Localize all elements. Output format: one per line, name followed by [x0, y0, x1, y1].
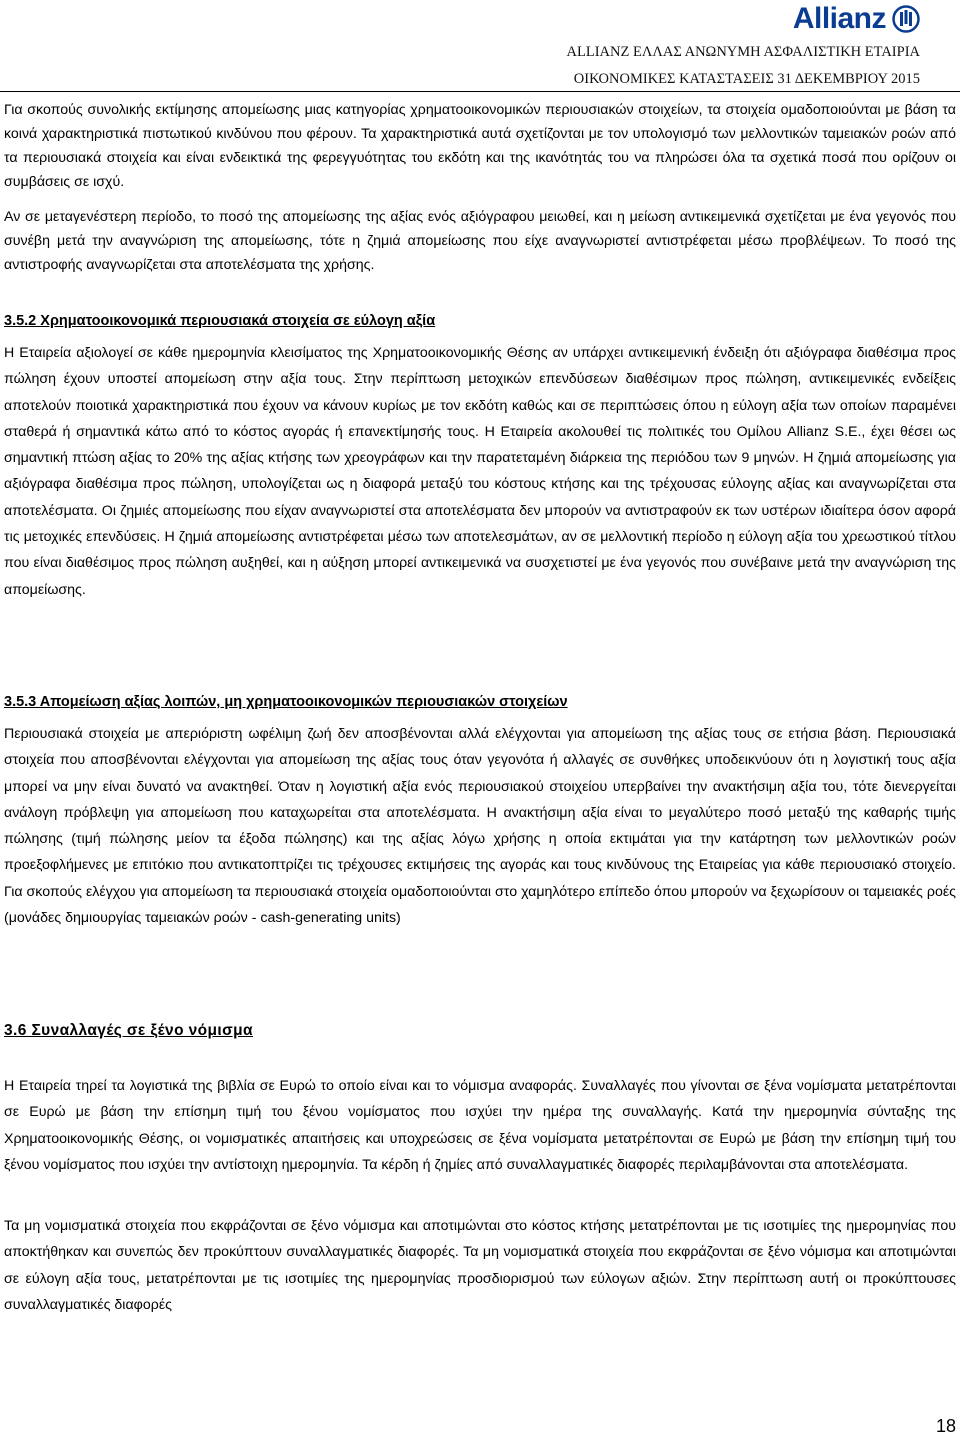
section-heading-3-5-2: 3.5.2 Χρηματοοικονομικά περιουσιακά στοιχεία σε εύλογη αξία: [4, 313, 436, 329]
logo-text: Allianz: [792, 2, 886, 35]
allianz-eagle-logo-icon: [892, 5, 920, 33]
section-heading-3-6: 3.6 Συναλλαγές σε ξένο νόμισμα: [4, 1022, 253, 1039]
header-divider: [0, 91, 960, 92]
paragraph-impairment-reversal: Αν σε μεταγενέστερη περίοδο, το ποσό της απομείωσης της αξίας ενός αξιόγραφου μειωθεί, και η μείωση αντικειμενικά σχετίζεται με ένα γεγονός που συνέβη μετά την αναγνώριση της απομείωσης, τότε η ζημιά απομείωσης που είχε αναγνωριστεί αντιστρέφεται μέσω προβλέψεων. Το ποσό της αντιστροφής αναγνωρίζεται στα αποτελέσματα της χρήσης.: [4, 209, 956, 273]
header-logo: [793, 2, 920, 36]
paragraph-impairment-grouping: Για σκοπούς συνολικής εκτίμησης απομείωσης μιας κατηγορίας χρηματοοικονομικών περιουσιακών στοιχείων, τα στοιχεία ομαδοποιούνται με βάση τα κοινά χαρακτηριστικά πιστωτικού κινδύνου που φέρουν. Τα χαρακτηριστικά αυτά σχετίζονται με τον υπολογισμό των μελλοντικών ταμειακών ροών από τα περιουσιακά στοιχεία και είναι ενδεικτικά της φερεγγυότητας του εκδότη και της ικανότητάς του να πληρώσει όλα τα σχετικά ποσά που ορίζουν οι συμβάσεις σε ισχύ.: [4, 102, 956, 190]
page-number: 18: [935, 1416, 956, 1436]
company-name: ALLIANZ ΕΛΛΑΣ ΑΝΩΝΥΜΗ ΑΣΦΑΛΙΣΤΙΚΗ ΕΤΑΙΡΙΑ: [566, 44, 920, 60]
report-title: ΟΙΚΟΝΟΜΙΚΕΣ ΚΑΤΑΣΤΑΣΕΙΣ 31 ΔΕΚΕΜΒΡΙΟΥ 2015: [573, 71, 920, 87]
paragraph-non-monetary-items: Τα μη νομισματικά στοιχεία που εκφράζονται σε ξένο νόμισμα και αποτιμώνται στο κόστος κτήσης μετατρέπονται με τις ισοτιμίες της ημερομηνίας που αποκτήθηκαν και συνεπώς δεν προκύπτουν συναλλαγματικές διαφορές. Τα μη νομισματικά στοιχεία που εκφράζονται σε ξένο νόμισμα και αποτιμώνται σε εύλογη αξία τους, μετατρέπονται με τις ισοτιμίες της ημερομηνίας προσδιορισμού των εύλογων αξιών. Στην περίπτωση αυτή οι προκύπτουσες συναλλαγματικές διαφορές: [4, 1218, 956, 1313]
paragraph-foreign-currency: Η Εταιρεία τηρεί τα λογιστικά της βιβλία σε Ευρώ το οποίο είναι και το νόμισμα αναφοράς. Συναλλαγές που γίνονται σε ξένα νομίσματα μετατρέπονται σε Ευρώ με βάση την επίσημη τιμή του ξένου νομίσματος που ισχύει την ημέρα της συναλλαγής. Κατά την ημερομηνία σύνταξης της Χρηματοοικονομικής Θέσης, οι νομισματικές απαιτήσεις και υποχρεώσεις σε ξένα νομίσματα μετατρέπονται σε Ευρώ με βάση την επίσημη τιμή του ξένου νομίσματος που ισχύει την αντίστοιχη ημερομηνία. Τα κέρδη ή ζημίες από συναλλαγματικές διαφορές περιλαμβάνονται στα αποτελέσματα.: [4, 1078, 956, 1173]
paragraph-non-financial-impairment: Περιουσιακά στοιχεία με απεριόριστη ωφέλιμη ζωή δεν αποσβένονται αλλά ελέγχονται για απομείωση της αξίας τους σε ετήσια βάση. Περιουσιακά στοιχεία που αποσβένονται ελέγχονται για απομείωση της αξίας τους όταν γεγονότα ή αλλαγές σε συνθήκες υποδεικνύουν ότι η λογιστική τους αξία μπορεί να μην είναι δυνατό να ανακτηθεί. Όταν η λογιστική αξία ενός περιουσιακού στοιχείου υπερβαίνει την ανακτήσιμη αξία του, τότε διενεργείται ανάλογη πρόβλεψη για απομείωση που καταχωρείται στα αποτελέσματα. Η ανακτήσιμη αξία είναι το μεγαλύτερο ποσό μεταξύ της καθαρής τιμής πώλησης (τιμή πώλησης μείον τα έξοδα πώλησης) και της αξίας λόγω χρήσης η οποία εκτιμάται για την κατάρτηση των μελλοντικών ροών προεξοφλήμενες με επιτόκιο που αντικατοπτρίζει τις τρέχουσες εκτιμήσεις της αγοράς και τους κινδύνους της Εταιρείας για κάθε περιουσιακό στοιχείο. Για σκοπούς ελέγχου για απομείωση τα περιουσιακά στοιχεία ομαδοποιούνται στο χαμηλότερο επίπεδο όπου μπορούν να ξεχωρίσουν οι ταμειακές ροές (μονάδες δημιουργίας ταμειακών ροών - cash-generating units): [4, 726, 956, 927]
paragraph-fair-value-assets: Η Εταιρεία αξιολογεί σε κάθε ημερομηνία κλεισίματος της Χρηματοοικονομικής Θέσης αν υπάρχει αντικειμενική ένδειξη ότι αξιόγραφα διαθέσιμα προς πώληση έχουν υποστεί απομείωση στην αξία τους. Στην περίπτωση μετοχικών επενδύσεων διαθέσιμων προς πώληση, αντικειμενικές ενδείξεις αποτελούν ποιοτικά χαρακτηριστικά που έχουν να κάνουν κυρίως με τον εκδότη καθώς και σε περιπτώσεις όπου η εύλογη αξία των οποίων παραμένει σταθερά ή σημαντικά κάτω από το κόστος αγοράς ή επανεκτίμησής τους. Η Εταιρεία ακολουθεί τις πολιτικές του Ομίλου Allianz S.E., έχει θέσει ως σημαντική πτώση αξίας το 20% της αξίας κτήσης των χρεογράφων και την παρατεταμένη διάρκεια της περιόδου των 9 μηνών. Η ζημιά απομείωσης για αξιόγραφα διαθέσιμα προς πώληση, υπολογίζεται ως η διαφορά μεταξύ του κόστους κτήσης και της τρέχουσας εύλογης αξίας και αναγνωρίζεται στα αποτελέσματα. Οι ζημιές απομείωσης που είχαν αναγνωριστεί στα αποτελέσματα δεν μπορούν να αντιστραφούν εκ των υστέρων ιδιαίτερα όσον αφορά τις μετοχικές επενδύσεις. Η ζημιά απομείωσης αντιστρέφεται μέσω των αποτελεσμάτων, αν σε μελλοντική περίοδο η εύλογη αξία του χρεωστικού τίτλου που είναι διαθέσιμος προς πώληση αυξηθεί, και η αύξηση μπορεί αντικειμενικά να συσχετιστεί με ένα γεγονός που συνέβαινε μετά την αναγνώριση της απομείωσης.: [4, 345, 956, 598]
section-heading-3-5-3: 3.5.3 Απομείωση αξίας λοιπών, μη χρηματοοικονομικών περιουσιακών στοιχείων: [4, 694, 568, 710]
